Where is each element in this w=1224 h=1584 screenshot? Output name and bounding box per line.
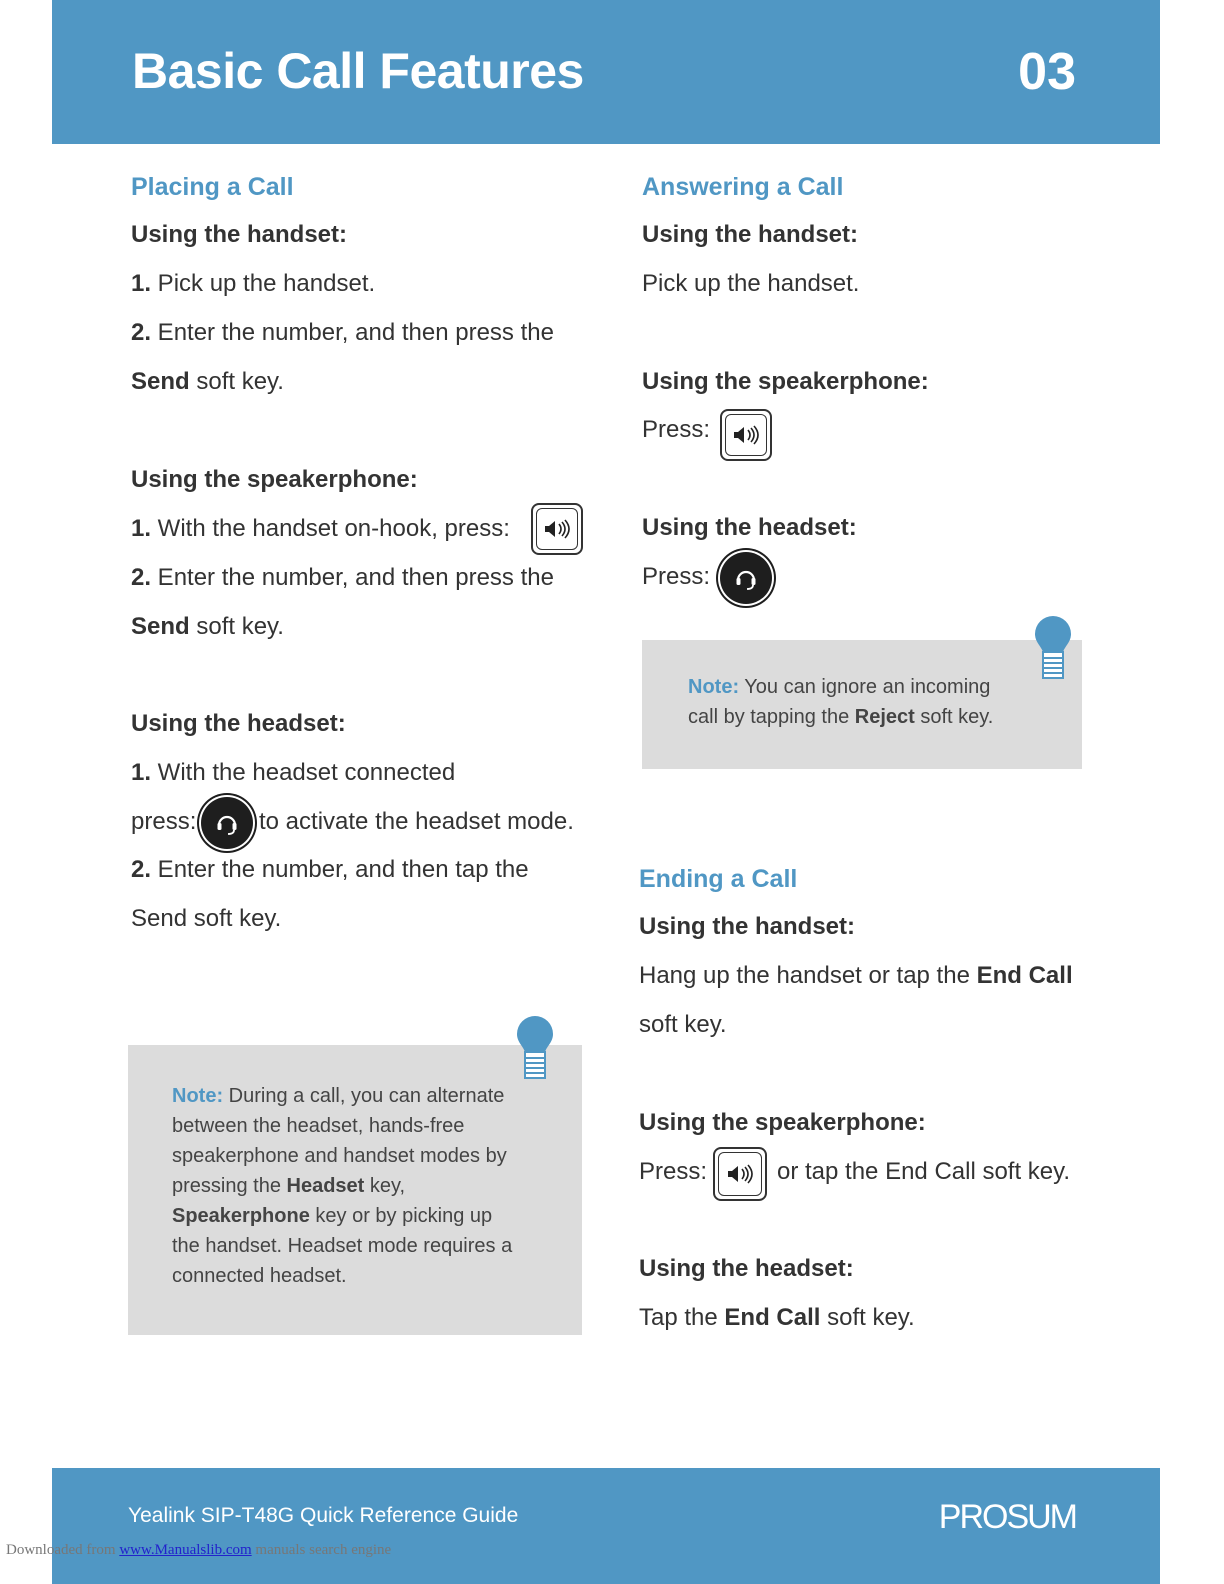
speakerphone-heading: Using the speakerphone:: [642, 368, 929, 395]
press-label: Press:: [642, 563, 711, 590]
download-credit: Downloaded from www.Manualslib.com manuals search engine: [6, 1542, 392, 1558]
step: Send soft key.: [131, 613, 284, 640]
speakerphone-heading: Using the speakerphone:: [639, 1109, 926, 1136]
step: Send soft key.: [131, 368, 284, 395]
press-label: Press:: [642, 416, 711, 443]
step: 1. With the headset connected: [131, 759, 456, 786]
step-activate: to activate the headset mode.: [259, 808, 574, 835]
headset-key: [201, 797, 253, 849]
note-box: [642, 640, 1082, 769]
instruction: Pick up the handset.: [642, 270, 860, 297]
speaker-key: [713, 1147, 767, 1201]
handset-heading: Using the handset:: [131, 221, 348, 248]
page-title: Basic Call Features: [132, 43, 584, 99]
instruction: Tap the End Call soft key.: [639, 1304, 915, 1331]
note-text: Note: You can ignore an incoming call by tapping the Reject soft key.: [688, 676, 994, 728]
brand-logo: PROSUM: [938, 1498, 1076, 1536]
speakerphone-heading: Using the speakerphone:: [131, 466, 418, 493]
speaker-icon: [713, 1147, 767, 1201]
section-title: Answering a Call: [642, 173, 844, 201]
step: 2. Enter the number, and then tap the: [131, 856, 529, 883]
press-label: Press:: [639, 1158, 708, 1185]
guide-title: Yealink SIP-T48G Quick Reference Guide: [128, 1504, 519, 1527]
headset-icon: [720, 552, 772, 604]
headset-heading: Using the headset:: [642, 514, 857, 541]
note-text: Note: During a call, you can alternate between the headset, hands-free speakerphone and handset modes by pressing the Headset key, Speakerphone key or by picking up the handset. Headset mode requires a connected headset.: [172, 1085, 513, 1287]
instruction: or tap the End Call soft key.: [777, 1158, 1071, 1185]
section-title: Placing a Call: [131, 173, 294, 201]
headset-icon: [201, 797, 253, 849]
section-title: Ending a Call: [639, 865, 798, 893]
headset-heading: Using the headset:: [639, 1255, 854, 1282]
step: 1. Pick up the handset.: [131, 270, 376, 297]
instruction: Hang up the handset or tap the End Call: [639, 962, 1073, 989]
headset-key: [720, 552, 772, 604]
manualslib-link[interactable]: www.Manualslib.com: [119, 1542, 252, 1558]
speaker-icon: [720, 409, 772, 461]
handset-heading: Using the handset:: [642, 221, 859, 248]
page-header: [52, 0, 1160, 144]
step: Send soft key.: [131, 905, 282, 932]
headset-heading: Using the headset:: [131, 710, 346, 737]
speaker-key: [531, 503, 583, 555]
instruction: soft key.: [639, 1011, 727, 1038]
lightbulb-icon: [512, 1012, 558, 1089]
chapter-number: 03: [1018, 43, 1076, 101]
handset-heading: Using the handset:: [639, 913, 856, 940]
speaker-key: [720, 409, 772, 461]
step: 2. Enter the number, and then press the: [131, 319, 554, 346]
step-press: press:: [131, 808, 197, 835]
step: 2. Enter the number, and then press the: [131, 564, 554, 591]
step: 1. With the handset on-hook, press:: [131, 515, 510, 542]
speaker-icon: [531, 503, 583, 555]
page-footer: [52, 1468, 1160, 1584]
lightbulb-icon: [1030, 612, 1076, 689]
